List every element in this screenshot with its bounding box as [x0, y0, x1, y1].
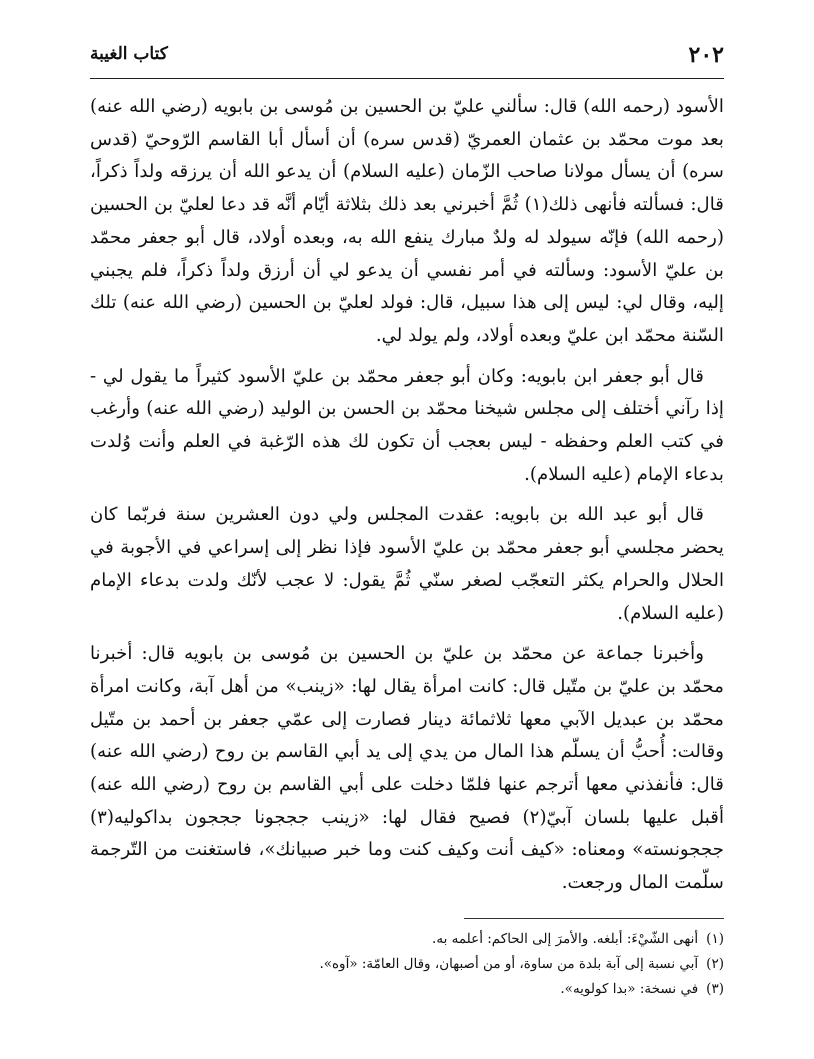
paragraph: قال أبو جعفر ابن بابويه: وكان أبو جعفر محمّد بن عليّ الأسود كثيراً ما يقول لي - إذا رآني أختلف إلى مجلس شيخنا محمّد بن الحسن بن الوليد (رضي الله عنه) وأرغب في كتب العلم وحفظه - ليس بعجب أن تكون لك هذه الرّغبة في العلم وأنت وُلدت بدعاء الإمام (عليه السلام).	[90, 365, 724, 485]
page-header	[90, 40, 724, 79]
footnote	[90, 927, 724, 952]
footnote-text: في نسخة: «بدا كولويه».	[560, 980, 699, 997]
paragraph: وأخبرنا جماعة عن محمّد بن عليّ بن الحسين بن مُوسى بن بابويه قال: أخبرنا محمّد بن عليّ بن متّيل قال: كانت امرأة يقال لها: «زينب» من أهل آبة، وكانت امرأة محمّد بن عبديل الآبي معها ثلاثمائة دينار فصارت إلى عمّي جعفر بن أحمد بن متّيل وقالت: أُحبُّ أن يسلّم هذا المال من يدي إلى يد أبي القاسم بن روح (رضي الله عنه) قال: فأنفذني معها أترجم عنها فلمّا دخلت على أبي القاسم بن روح (رضي الله عنه) أقبل عليها بلسان آبيّ(٢) فصيح فقال لها: «زينب جججونا جججون بداكوليه(٣) جججونسته» ومعناه: «كيف أنت وكيف كنت وما خبر صبيانك»، فاستغنت من التّرجمة سلّمت المال ورجعت.	[90, 643, 724, 894]
footnotes	[90, 927, 724, 1002]
footnote-text: أنهى الشّيْءَ: أبلغه. والأمرَ إلى الحاكم: أعلمه به.	[432, 930, 699, 947]
page	[90, 40, 724, 1002]
footnote-text: آبي نسبة إلى آبة بلدة من ساوة، أو من أصبهان، وقال العامّة: «آوه».	[319, 955, 699, 972]
footnote-number: (٢)	[706, 955, 724, 972]
main-text	[90, 91, 724, 900]
book-title: كتاب الغيبة	[90, 44, 168, 64]
footnote-number: (١)	[706, 930, 724, 947]
paragraph: الأسود (رحمه الله) قال: سألني عليّ بن الحسين بن مُوسى بن بابويه (رضي الله عنه) بعد موت محمّد بن عثمان العمريّ (قدس سره) أن أسأل أبا القاسم الرّوحيّ (قدس سره) أن يسأل مولانا صاحب الزّمان (عليه السلام) أن يدعو الله أن يرزقه ولداً ذكراً، قال: فسألته فأنهى ذلك(١) ثُمَّ أخبرني بعد ذلك بثلاثة أيّام أنَّه قد دعا لعليّ بن الحسين (رحمه الله) فإنّه سيولد له ولدٌ مبارك ينفع الله به، وبعده أولاد، قال أبو جعفر محمّد بن عليّ الأسود: وسألته في أمر نفسي أن يدعو لي أن أرزق ولداً ذكراً، فلم يجبني إليه، وقال لي: ليس إلى هذا سبيل، قال: فولد لعليّ بن الحسين (رضي الله عنه) تلك السّنة محمّد ابن عليّ وبعده أولاد، ولم يولد لي.	[90, 96, 724, 346]
footnote-number: (٣)	[706, 980, 724, 997]
page-number: ٢٠٢	[688, 42, 724, 68]
footnote	[90, 977, 724, 1002]
footnote-divider	[464, 918, 724, 919]
footnote	[90, 952, 724, 977]
paragraph: قال أبو عبد الله بن بابويه: عقدت المجلس ولي دون العشرين سنة فربّما كان يحضر مجلسي أبو جعفر محمّد بن عليّ الأسود فإذا نظر إلى إسراعي في الأجوبة في الحلال والحرام يكثر التعجّب لصغر سنّي ثُمَّ يقول: لا عجب لأنّك ولدت بدعاء الإمام (عليه السلام).	[90, 504, 724, 624]
